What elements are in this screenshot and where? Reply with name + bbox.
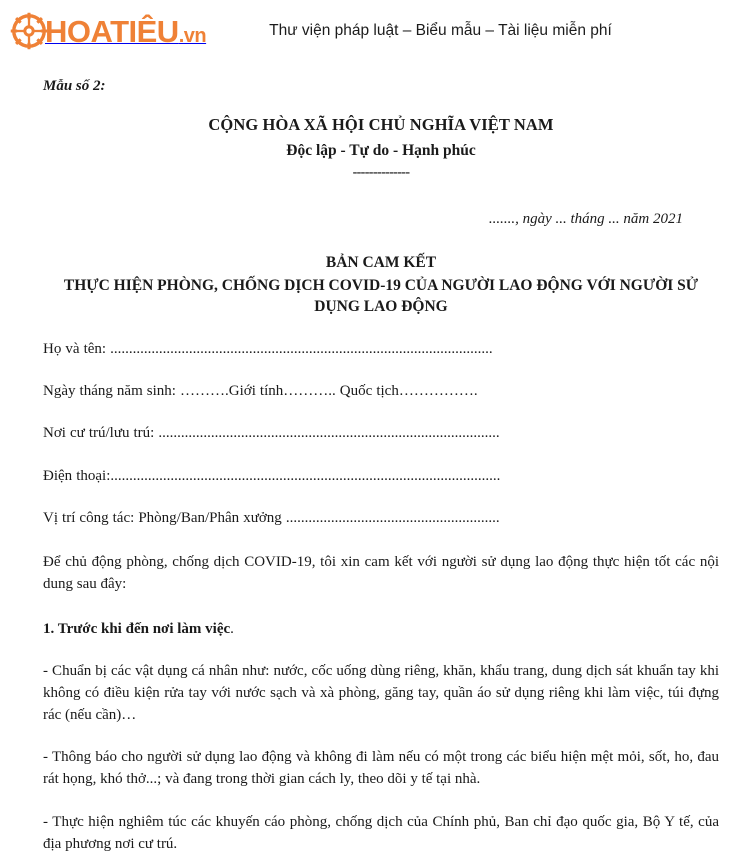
document-title-sub: THỰC HIỆN PHÒNG, CHỐNG DỊCH COVID-19 CỦA NGƯỜI LAO ĐỘNG VỚI NGƯỜI SỬ DỤNG LAO ĐỘNG [63, 276, 699, 315]
brand-tld: .vn [178, 24, 207, 47]
section-1-heading-period: . [230, 620, 234, 637]
form-number: Mẫu số 2: [43, 78, 106, 94]
document-body [0, 76, 747, 855]
field-work-position: Vị trí công tác: Phòng/Ban/Phân xưởng ......................................................... [43, 509, 500, 526]
heading-divider: -------------- [352, 164, 410, 180]
field-full-name: Họ và tên: ...................................................................................................... [43, 340, 493, 357]
field-residence: Nơi cư trú/lưu trú: ........................................................................................... [43, 425, 500, 442]
national-motto: Độc lập - Tự do - Hạnh phúc [286, 141, 476, 159]
ship-wheel-icon [10, 12, 48, 50]
field-birthdate-gender-nationality: Ngày tháng năm sinh: ……….Giới tính……….. Quốc tịch……………. [43, 383, 478, 400]
country-name: CỘNG HÒA XÃ HỘI CHỦ NGHĨA VIỆT NAM [208, 115, 554, 135]
section-1-heading [43, 619, 719, 640]
national-heading [43, 113, 719, 182]
section-1-bullet-3: - Thực hiện nghiêm túc các khuyến cáo phòng, chống dịch của Chính phủ, Ban chỉ đạo quốc gia, Bộ Y tế, của địa phương nơi cư trú. [43, 813, 719, 852]
site-tagline: Thư viện pháp luật – Biểu mẫu – Tài liệu miễn phí [269, 22, 612, 39]
date-line: ......., ngày ... tháng ... năm 2021 [488, 210, 683, 227]
section-1-bullet-1: - Chuẩn bị các vật dụng cá nhân như: nước, cốc uống dùng riêng, khăn, khẩu trang, dung dịch sát khuẩn tay khi không có điều kiện rửa tay với nước sạch và xà phòng, găng tay, quần áo sử dụng riêng khi làm việc, túi đựng rác (nếu cần)… [43, 663, 719, 723]
document-title-main: BẢN CAM KẾT [325, 253, 437, 271]
section-1-heading-text: 1. Trước khi đến nơi làm việc [43, 620, 231, 637]
document-title [43, 252, 719, 318]
field-phone: Điện thoại:........................................................................................................ [43, 467, 501, 484]
section-1-bullet-2: - Thông báo cho người sử dụng lao động và không đi làm nếu có một trong các biểu hiện mệt mỏi, sốt, ho, đau rát họng, khó thở...; và đang trong thời gian cách ly, theo dõi y tế tại nhà. [43, 749, 719, 788]
brand-name: HOATIÊU [45, 13, 179, 49]
site-header [0, 0, 747, 62]
site-logo-link[interactable] [10, 12, 206, 50]
brand-wordmark [45, 13, 207, 49]
intro-paragraph: Để chủ động phòng, chống dịch COVID-19, tôi xin cam kết với người sử dụng lao động thực hiện tốt các nội dung sau đây: [43, 554, 719, 592]
